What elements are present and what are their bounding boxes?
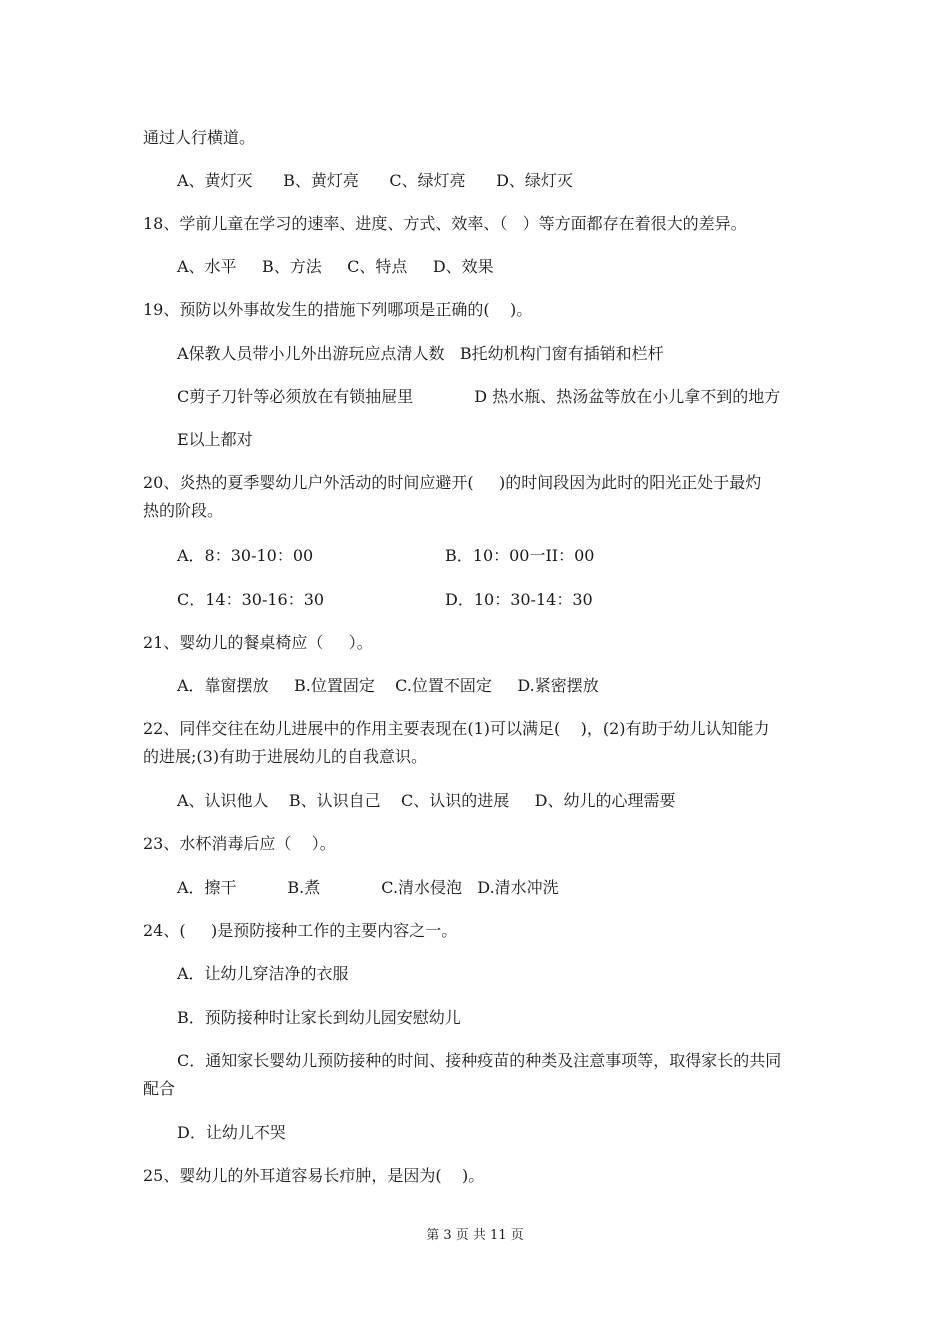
option-b: B．10：00一II：00 [445, 546, 595, 565]
option-d: D．让幼儿不哭 [177, 1123, 286, 1142]
option-d: D．10：30-14：30 [445, 590, 593, 609]
option-c: C．通知家长婴幼儿预防接种的时间、接种疫苗的种类及注意事项等，取得家长的共同 [177, 1051, 782, 1070]
answer-options: A、认识他人 B、认识自己 C、认识的进展 D、幼儿的心理需要 [177, 791, 676, 810]
answer-options: E以上都对 [177, 430, 253, 449]
page-footer: 第 3 页 共 11 页 [426, 1228, 524, 1243]
text-line: 通过人行横道。 [143, 128, 256, 147]
answer-options: A．靠窗摆放 B.位置固定 C.位置不固定 D.紧密摆放 [177, 676, 599, 695]
option-a: A．让幼儿穿洁净的衣服 [177, 964, 349, 983]
answer-options: A、黄灯灭 B、黄灯亮 C、绿灯亮 D、绿灯灭 [177, 171, 573, 190]
question-21: 21、婴幼儿的餐桌椅应（ ）。 [143, 633, 373, 652]
question-20-cont: 热的阶段。 [143, 501, 224, 520]
question-24: 24、( )是预防接种工作的主要内容之一。 [143, 921, 458, 940]
answer-options: A保教人员带小儿外出游玩应点清人数 B托幼机构门窗有插销和栏杆 [177, 344, 664, 363]
answer-options: A．擦干 B.煮 C.清水侵泡 D.清水冲洗 [177, 878, 559, 897]
question-18: 18、学前儿童在学习的速率、进度、方式、效率、（ ）等方面都存在着很大的差异。 [143, 214, 747, 233]
option-c-cont: 配合 [143, 1079, 176, 1098]
answer-options: C剪子刀针等必须放在有锁抽屉里 D 热水瓶、热汤盆等放在小儿拿不到的地方 [177, 387, 781, 406]
question-19: 19、预防以外事故发生的措施下列哪项是正确的( )。 [143, 300, 533, 319]
question-22-cont: 的进展;(3)有助于进展幼儿的自我意识。 [143, 747, 428, 766]
option-c: C．14：30-16：30 [177, 590, 325, 609]
question-22: 22、同伴交往在幼儿进展中的作用主要表现在(1)可以满足( )，(2)有助于幼儿认知能力 [143, 719, 770, 738]
question-25: 25、婴幼儿的外耳道容易长疖肿，是因为( )。 [143, 1166, 485, 1185]
question-23: 23、水杯消毒后应（ ）。 [143, 834, 336, 853]
option-b: B．预防接种时让家长到幼儿园安慰幼儿 [177, 1008, 461, 1027]
option-a: A．8：30-10：00 [177, 546, 314, 565]
answer-options: A、水平 B、方法 C、特点 D、效果 [177, 257, 494, 276]
question-20: 20、炎热的夏季婴幼儿户外活动的时间应避开( )的时间段因为此时的阳光正处于最灼 [143, 473, 762, 492]
